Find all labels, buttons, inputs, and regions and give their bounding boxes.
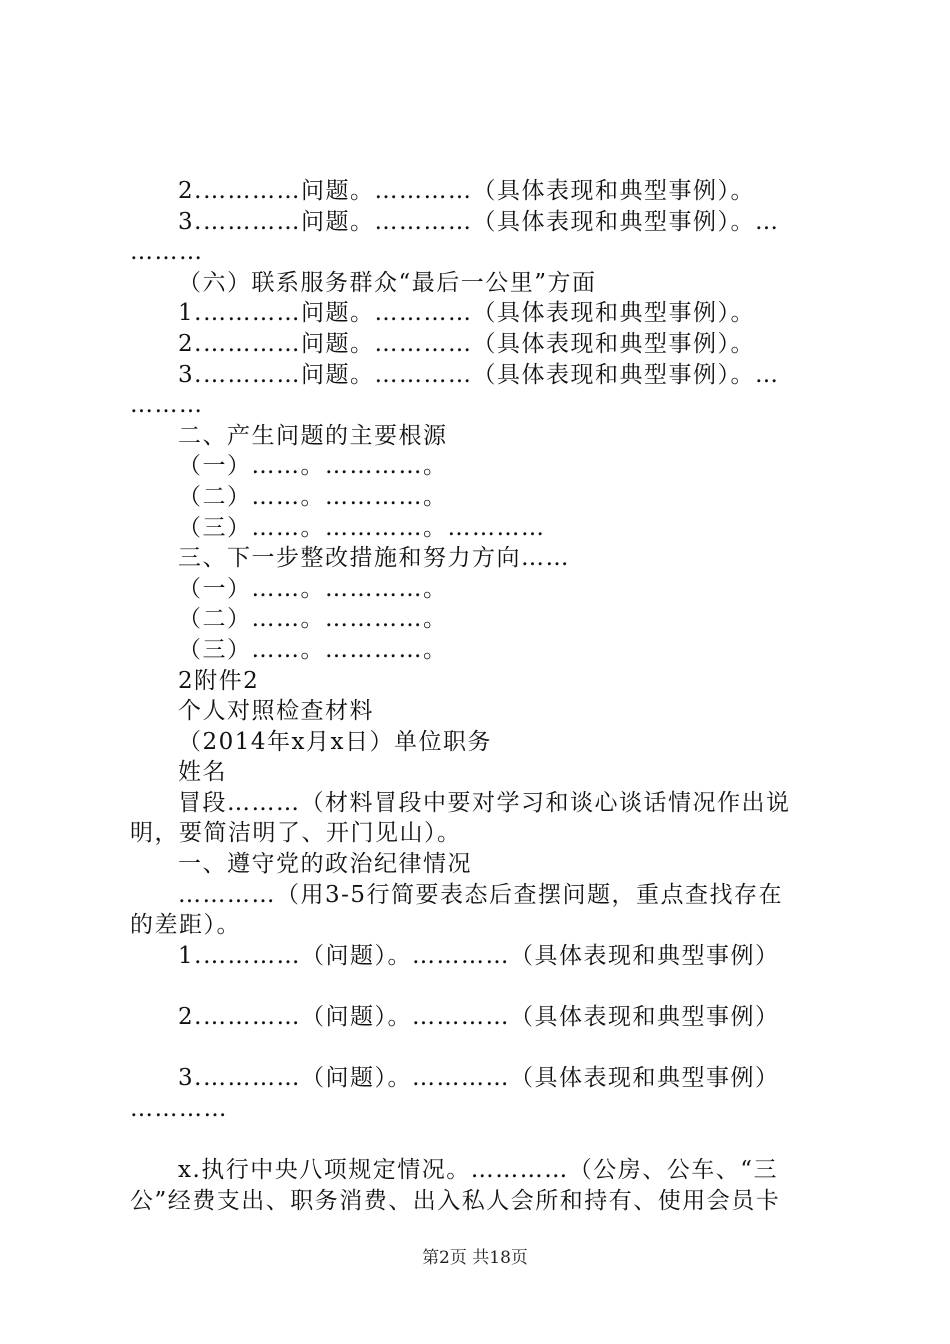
blank-line — [130, 971, 830, 1002]
section-heading: 一、遵守党的政治纪律情况 — [178, 851, 472, 878]
text-line: 的差距）。 — [130, 912, 241, 939]
text-line: ………… — [130, 1095, 228, 1122]
blank-line — [130, 1124, 830, 1155]
text-line: （一）……。…………。 — [178, 453, 448, 480]
text-line: ……… — [130, 392, 204, 419]
text-line: 3.…………问题。…………（具体表现和典型事例）。… — [178, 361, 780, 388]
text-line: 1.…………（问题）。…………（具体表现和典型事例） — [178, 942, 780, 969]
text-line: 2.…………（问题）。…………（具体表现和典型事例） — [178, 1004, 780, 1031]
blank-line — [130, 1033, 830, 1064]
text-line: 1.…………问题。…………（具体表现和典型事例）。 — [178, 300, 755, 327]
document-title: 个人对照检查材料 — [178, 698, 374, 725]
page-number-footer: 第2页 共18页 — [422, 1248, 528, 1268]
section-heading: 三、下一步整改措施和努力方向…… — [178, 545, 570, 572]
text-line: （一）……。…………。 — [178, 575, 448, 602]
text-line: 明，要简洁明了、开门见山）。 — [130, 820, 462, 847]
name-line: 姓名 — [178, 759, 227, 786]
text-line: （二）……。…………。 — [178, 606, 448, 633]
text-line: （三）……。…………。 — [178, 636, 448, 663]
document-body — [130, 176, 830, 1216]
date-line: （2014年x月x日）单位职务 — [178, 728, 492, 755]
attachment-label: 2附件2 — [178, 667, 260, 694]
text-line: （二）……。…………。 — [178, 483, 448, 510]
section-heading: （六）联系服务群众“最后一公里”方面 — [178, 269, 597, 296]
text-line: 冒段………（材料冒段中要对学习和谈心谈话情况作出说 — [178, 789, 791, 816]
text-line: ……… — [130, 239, 204, 266]
text-line: …………（用3-5行简要表态后查摆问题，重点查找存在 — [178, 881, 784, 908]
text-line: x.执行中央八项规定情况。…………（公房、公车、“三 — [178, 1157, 779, 1183]
section-heading: 二、产生问题的主要根源 — [178, 422, 448, 449]
text-line: （三）……。…………。………… — [178, 514, 546, 541]
text-line: 3.…………问题。…………（具体表现和典型事例）。… — [178, 208, 780, 235]
text-line: 2.…………问题。…………（具体表现和典型事例）。 — [178, 330, 755, 357]
text-line: 2.…………问题。…………（具体表现和典型事例）。 — [178, 178, 755, 204]
text-line: 3.…………（问题）。…………（具体表现和典型事例） — [178, 1065, 780, 1092]
text-line: 公”经费支出、职务消费、出入私人会所和持有、使用会员卡 — [130, 1187, 781, 1214]
